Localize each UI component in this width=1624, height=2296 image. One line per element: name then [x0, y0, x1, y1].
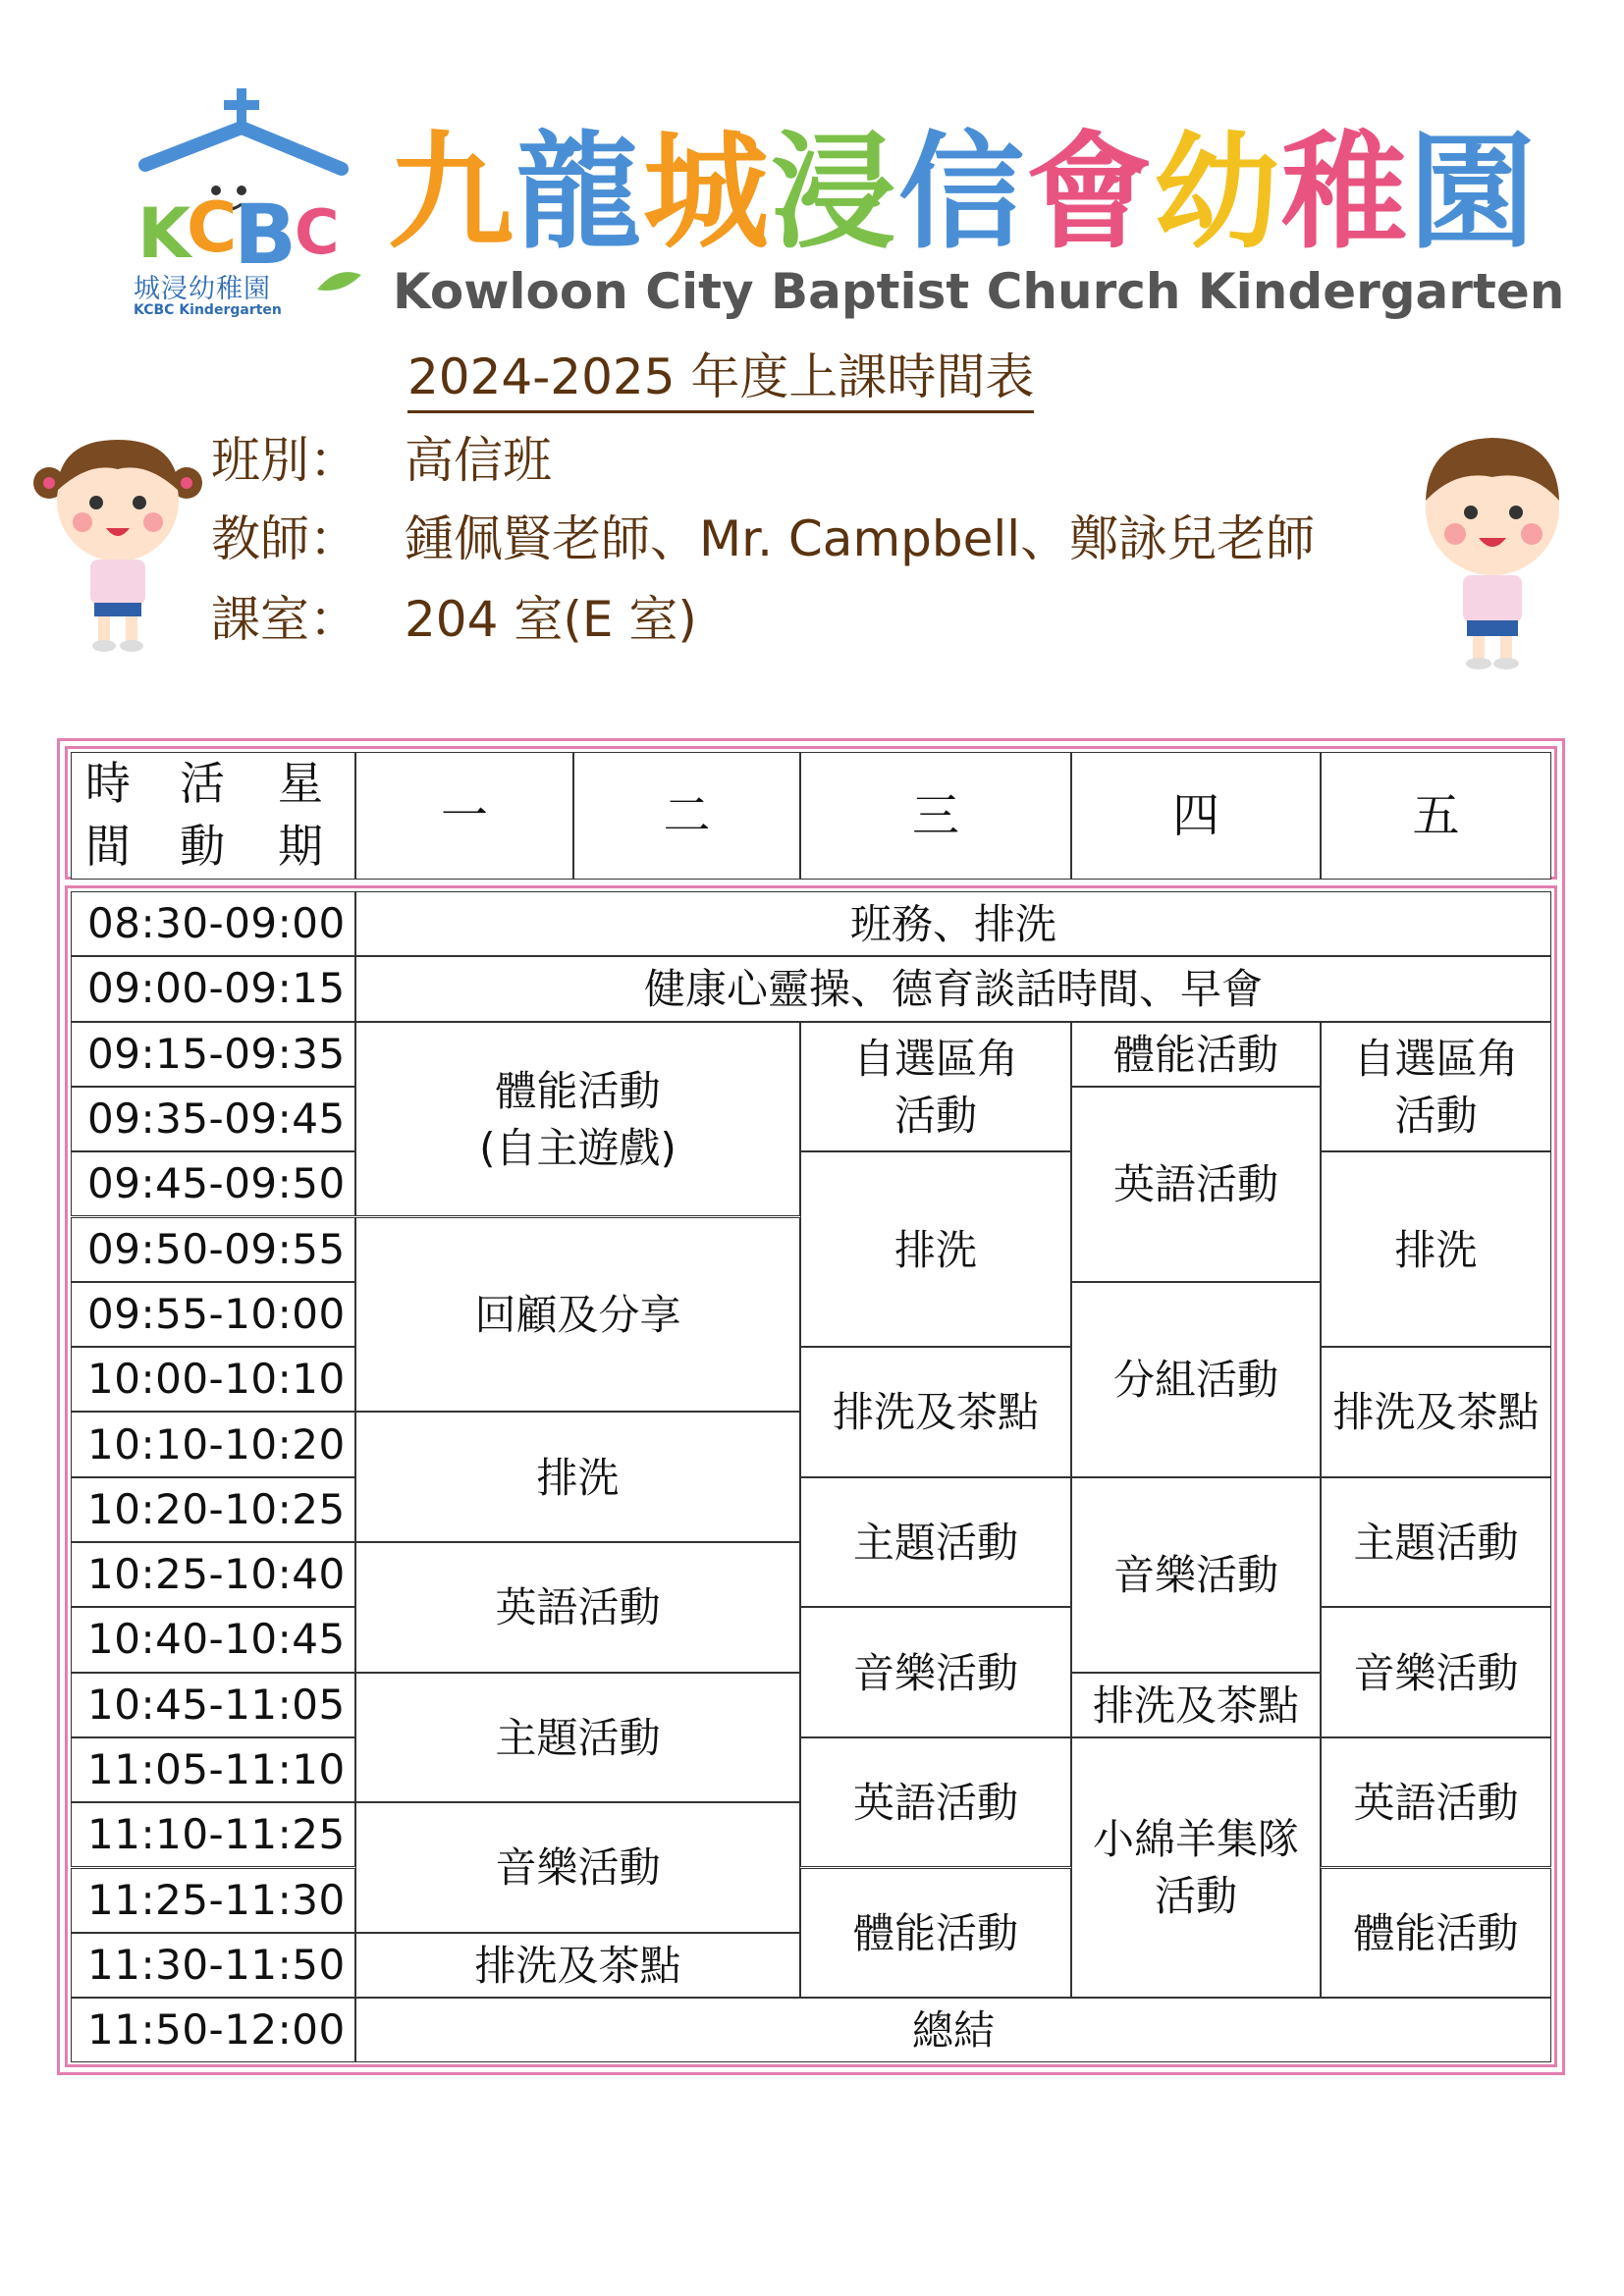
activity-cell: 音樂活動	[1071, 1477, 1321, 1673]
logo-subtitle-cn: 城浸幼稚園	[134, 274, 271, 304]
activity-cell: 排洗及茶點	[1071, 1673, 1321, 1737]
school-name-char: 九	[388, 120, 516, 266]
time-slot-cell: 10:40-10:45	[71, 1607, 355, 1672]
document-title: 2024-2025 年度上課時間表	[407, 346, 1034, 413]
school-name-char: 會	[1026, 120, 1155, 266]
teacher-label: 教師：	[211, 510, 358, 567]
time-slot-cell: 11:30-11:50	[71, 1933, 355, 1998]
day-header: 四	[1071, 752, 1321, 880]
time-slot-cell: 08:30-09:00	[71, 891, 355, 956]
activity-cell: 體能活動	[1321, 1868, 1551, 1999]
time-slot-cell: 10:00-10:10	[71, 1347, 355, 1412]
room-label: 課室：	[211, 591, 358, 648]
activity-cell: 音樂活動	[1321, 1607, 1551, 1737]
time-slot-cell: 11:05-11:10	[71, 1737, 355, 1802]
activity-cell: 排洗及茶點	[1321, 1347, 1551, 1477]
activity-cell: 總結	[355, 1998, 1551, 2062]
room-value: 204 室(E 室)	[405, 591, 697, 648]
time-slot-cell: 09:45-09:50	[71, 1151, 355, 1216]
header-corner-char: 間	[85, 820, 131, 873]
time-slot-cell: 09:50-09:55	[71, 1217, 355, 1282]
activity-cell: 排洗	[800, 1151, 1071, 1347]
time-slot-cell: 10:45-11:05	[71, 1673, 355, 1737]
activity-cell: 健康心靈操、德育談話時間、早會	[355, 956, 1551, 1021]
class-label: 班別：	[211, 432, 358, 489]
activity-cell: 分組活動	[1071, 1282, 1321, 1477]
activity-cell: 主題活動	[800, 1477, 1071, 1608]
day-header: 五	[1321, 752, 1551, 880]
school-name-char: 城	[643, 120, 772, 266]
logo-leaf	[317, 272, 361, 291]
activity-cell: 體能活動	[1071, 1022, 1321, 1087]
activity-cell: 自選區角 活動	[800, 1022, 1071, 1152]
activity-cell: 英語活動	[800, 1737, 1071, 1868]
activity-cell: 英語活動	[1071, 1087, 1321, 1282]
time-slot-cell: 11:10-11:25	[71, 1802, 355, 1867]
logo-cross-bar	[224, 100, 259, 110]
time-slot-cell: 10:20-10:25	[71, 1477, 355, 1542]
logo-letter-b: B	[234, 187, 298, 283]
activity-cell: 音樂活動	[800, 1607, 1071, 1737]
activity-cell: 小綿羊集隊 活動	[1071, 1737, 1321, 1998]
time-slot-cell: 11:50-12:00	[71, 1998, 355, 2062]
activity-cell: 英語活動	[355, 1542, 800, 1673]
girl-illustration	[29, 422, 206, 658]
header-corner-char: 時	[85, 757, 131, 810]
header-corner-cell	[71, 752, 355, 880]
day-header: 一	[355, 752, 573, 880]
class-value: 高信班	[405, 432, 552, 489]
school-name-char: 幼	[1154, 120, 1282, 266]
time-slot-cell: 09:55-10:00	[71, 1282, 355, 1347]
school-name-cn	[388, 120, 1537, 267]
school-name-char: 稚	[1281, 120, 1410, 266]
activity-cell: 排洗	[1321, 1151, 1551, 1347]
activity-cell: 體能活動	[800, 1868, 1071, 1999]
activity-cell: 排洗及茶點	[355, 1933, 800, 1998]
logo-letter-c2: C	[295, 196, 340, 268]
header-corner-char: 活	[180, 757, 225, 810]
school-name-char: 信	[898, 120, 1027, 266]
activity-cell: 自選區角 活動	[1321, 1022, 1551, 1152]
time-slot-cell: 11:25-11:30	[71, 1868, 355, 1933]
header-corner-char: 星	[278, 757, 323, 810]
header-corner-char: 期	[278, 820, 323, 873]
time-slot-cell: 10:25-10:40	[71, 1542, 355, 1607]
school-name-char: 浸	[771, 120, 899, 266]
time-slot-cell: 09:15-09:35	[71, 1022, 355, 1087]
logo-subtitle-en: KCBC Kindergarten	[134, 302, 282, 318]
activity-cell: 英語活動	[1321, 1737, 1551, 1868]
activity-cell: 主題活動	[1321, 1477, 1551, 1608]
boy-illustration	[1394, 422, 1591, 677]
activity-cell: 回顧及分享	[355, 1217, 800, 1413]
activity-cell: 體能活動 (自主遊戲)	[355, 1022, 800, 1217]
school-name-char: 園	[1409, 120, 1538, 266]
activity-cell: 排洗	[355, 1412, 800, 1542]
logo-letter-k: K	[137, 193, 191, 274]
activity-cell: 主題活動	[355, 1673, 800, 1803]
time-slot-cell: 10:10-10:20	[71, 1412, 355, 1476]
teacher-value: 鍾佩賢老師、Mr. Campbell、鄭詠兒老師	[405, 510, 1316, 567]
logo-letter-c1: C	[187, 187, 238, 268]
header-corner-char: 動	[180, 820, 225, 873]
school-name-en: Kowloon City Baptist Church Kindergarten	[393, 263, 1565, 320]
activity-cell: 音樂活動	[355, 1802, 800, 1933]
time-slot-cell: 09:00-09:15	[71, 956, 355, 1021]
time-slot-cell: 09:35-09:45	[71, 1087, 355, 1151]
day-header: 二	[573, 752, 800, 880]
logo-roof	[145, 128, 342, 169]
activity-cell: 排洗及茶點	[800, 1347, 1071, 1477]
school-name-char: 龍	[515, 120, 644, 266]
timetable	[71, 752, 1551, 2061]
day-header: 三	[800, 752, 1071, 880]
activity-cell: 班務、排洗	[355, 891, 1551, 956]
